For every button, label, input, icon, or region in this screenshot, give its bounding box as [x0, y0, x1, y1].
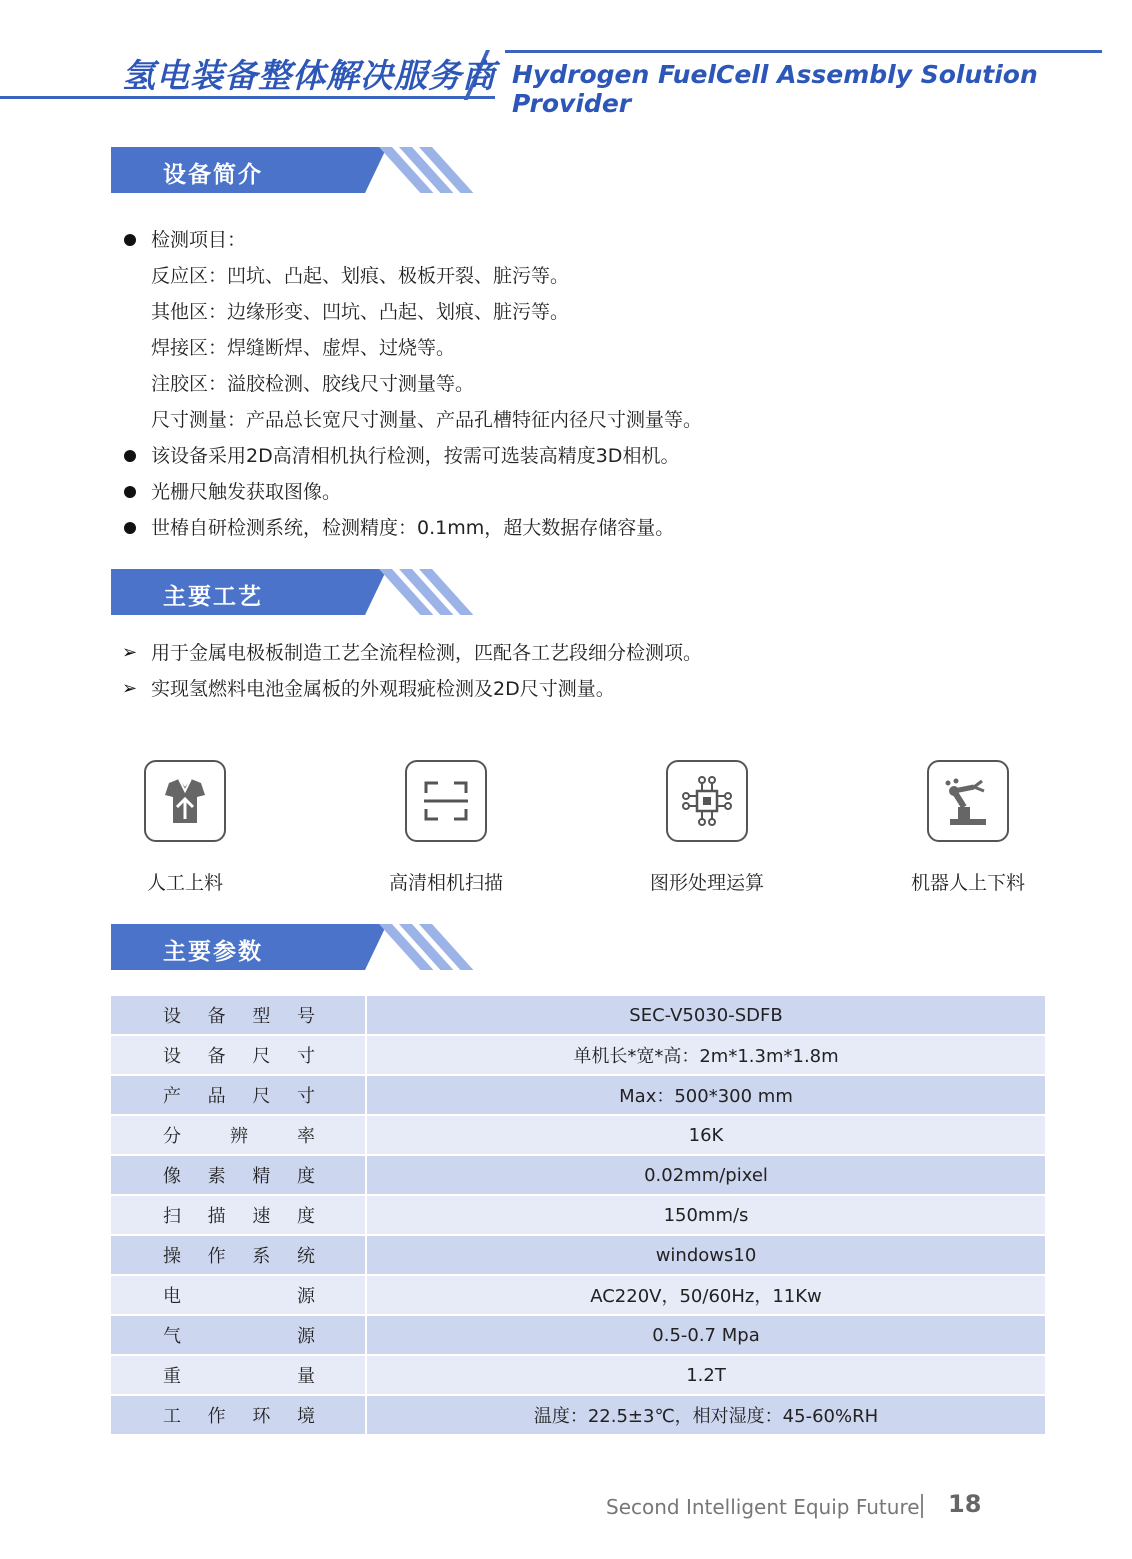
bullet-dot-icon: [124, 522, 136, 534]
param-row: [111, 1155, 1045, 1195]
process-step-image-processing: [607, 760, 807, 895]
section-banner-process: [111, 569, 431, 615]
process-step-label: 机器人上下料: [910, 872, 1025, 894]
param-row: [111, 1115, 1045, 1155]
param-row: [111, 1275, 1045, 1315]
param-row: [111, 1195, 1045, 1235]
param-row: [111, 1075, 1045, 1115]
param-key: 像 素 精 度: [111, 1155, 366, 1195]
param-row: [111, 1315, 1045, 1355]
footer-slogan: Second Intelligent Equip Future: [606, 1495, 920, 1519]
param-key: 设 备 型 号: [111, 996, 366, 1035]
process-list: [122, 635, 702, 707]
robot-arm-icon: [927, 760, 1009, 842]
intro-sub-item: 注胶区：溢胶检测、胶线尺寸测量等。: [151, 373, 475, 395]
param-row: [111, 1355, 1045, 1395]
param-value: 0.5-0.7 Mpa: [366, 1315, 1045, 1355]
footer-divider: [921, 1494, 923, 1518]
param-value: Max：500*300 mm: [366, 1075, 1045, 1115]
param-key: 产 品 尺 寸: [111, 1075, 366, 1115]
process-step-manual-loading: [85, 760, 285, 895]
param-key: 气 源: [111, 1315, 366, 1355]
intro-sub-item: 其他区：边缘形变、凹坑、凸起、划痕、脏污等。: [151, 301, 570, 323]
param-key: 重 量: [111, 1355, 366, 1395]
param-value: windows10: [366, 1235, 1045, 1275]
process-step-camera-scan: [346, 760, 546, 895]
process-step-label: 图形处理运算: [649, 872, 764, 894]
page-number: 18: [948, 1490, 982, 1518]
param-value: 16K: [366, 1115, 1045, 1155]
intro-list: [122, 222, 702, 546]
process-step-label: 人工上料: [146, 872, 223, 894]
process-item: ➢ 实现氢燃料电池金属板的外观瑕疵检测及2D尺寸测量。: [122, 671, 702, 707]
manual-loading-icon: [144, 760, 226, 842]
param-row: [111, 1395, 1045, 1435]
processor-chip-icon: [666, 760, 748, 842]
intro-bullet-item: 检测项目：: [122, 222, 702, 258]
param-key: 操 作 系 统: [111, 1235, 366, 1275]
param-key: 工 作 环 境: [111, 1395, 366, 1435]
header-title-cn: 氢电装备整体解决服务商: [122, 56, 496, 95]
param-row: [111, 1235, 1045, 1275]
process-step-label: 高清相机扫描: [388, 872, 503, 894]
param-value: 温度：22.5±3℃，相对湿度：45-60%RH: [366, 1395, 1045, 1435]
param-value: AC220V，50/60Hz，11Kw: [366, 1275, 1045, 1315]
section-title-process: 主要工艺: [163, 584, 263, 610]
intro-sub-item: 反应区：凹坑、凸起、划痕、极板开裂、脏污等。: [151, 265, 570, 287]
bullet-dot-icon: [124, 450, 136, 462]
param-table: [111, 996, 1045, 1436]
param-value: 1.2T: [366, 1355, 1045, 1395]
header-rule-right: [505, 50, 1102, 53]
param-value: 150mm/s: [366, 1195, 1045, 1235]
process-step-robot-loading: [868, 760, 1068, 895]
intro-bullet-item: 该设备采用2D高清相机执行检测，按需可选装高精度3D相机。: [122, 438, 702, 474]
param-value: SEC-V5030-SDFB: [366, 996, 1045, 1035]
process-item: ➢ 用于金属电极板制造工艺全流程检测，匹配各工艺段细分检测项。: [122, 635, 702, 671]
param-key: 电 源: [111, 1275, 366, 1315]
bullet-dot-icon: [124, 486, 136, 498]
camera-scan-icon: [405, 760, 487, 842]
param-value: 0.02mm/pixel: [366, 1155, 1045, 1195]
arrow-bullet-icon: ➢: [122, 642, 138, 663]
section-banner-intro: [111, 147, 431, 193]
bullet-dot-icon: [124, 234, 136, 246]
header-title-en: Hydrogen FuelCell Assembly Solution Provider: [512, 60, 1038, 118]
section-banner-params: [111, 924, 431, 970]
param-key: 扫 描 速 度: [111, 1195, 366, 1235]
intro-sub-item: 尺寸测量：产品总长宽尺寸测量、产品孔槽特征内径尺寸测量等。: [151, 409, 703, 431]
section-title-params: 主要参数: [163, 939, 263, 965]
intro-sub-item: 焊接区：焊缝断焊、虚焊、过烧等。: [151, 337, 456, 359]
arrow-bullet-icon: ➢: [122, 678, 138, 699]
intro-bullet-item: 光栅尺触发获取图像。: [122, 474, 702, 510]
section-title-intro: 设备简介: [163, 162, 263, 188]
param-key: 分 辨 率: [111, 1115, 366, 1155]
param-value: 单机长*宽*高：2m*1.3m*1.8m: [366, 1035, 1045, 1075]
param-key: 设 备 尺 寸: [111, 1035, 366, 1075]
param-row: [111, 1035, 1045, 1075]
intro-bullet-item: 世椿自研检测系统，检测精度：0.1mm，超大数据存储容量。: [122, 510, 702, 546]
param-row: [111, 996, 1045, 1035]
